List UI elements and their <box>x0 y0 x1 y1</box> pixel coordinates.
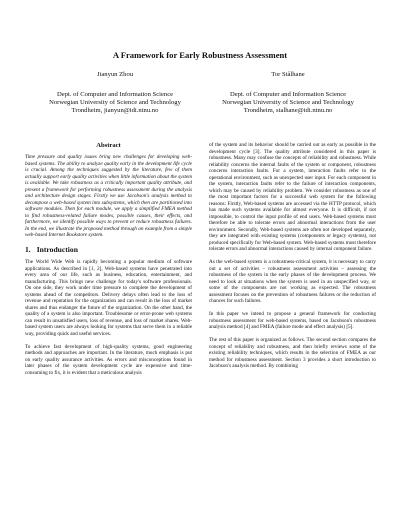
section-title: Introduction <box>36 245 78 254</box>
paper-title: A Framework for Early Robustness Assessment <box>112 50 288 60</box>
section-number: 1. <box>25 245 31 254</box>
body-paragraph: As the web-based system is a robustness-critical system, it is necessary to carry out a set of activities – robustness assessment activities – assessing the robustness of the system in the early phases of the development process. We need to look at situations when the system is used in an unspecified way, or some of the components are not working as expected. The robustness assessment focuses on the prevention of robustness failures or the reduction of chances for such failures. <box>209 259 376 304</box>
body-paragraph: To achieve fast development of high-quality systems, good engineering methods and approaches are important. In the literature, much emphasis is put on early quality assurance activities. As errors and misconceptions found in later phases of the system development cycle are expensive and time-consuming to fix, it is evident that a meticulous analysis <box>25 343 192 376</box>
body-paragraph: The rest of this paper is organized as follows. The second section compares the concept of reliability and robustness, and then briefly reviews some of the existing reliability techniques, which results in the selection of FMEA as our method for robustness assessment. Section 3 provides a short introduction to Jacobson's analysis method. By combining <box>209 337 376 369</box>
body-paragraph: In this paper we intend to propose a general framework for conducting robustness assessment for web-based systems, based on Jacobson's robustness analysis method [4] and FMEA (failure mode and effect analysis) [5]. <box>209 311 376 330</box>
author-name-2: Tor Stålhane <box>271 71 305 78</box>
body-paragraph: The World Wide Web is rapidly becoming a popular medium of software applications. As described in [1, 2], Web-based systems have penetrated into every area of our life, such as business, education, entertainment, and manufacturing. This brings new challenge for today's software professionals. On one side, they work under time pressure to complete the development of systems ahead of the competitors. Delivery delays often lead to the loss of revenue and reputation for the organization and can result in the loss of market shares and thus endanger the future of the organization. On the other hand, the quality of a system is also important. Troublesome or error-prone web systems can result in unsatisfied users, loss of revenue, and loss of market shares. Web-based system users are always looking for systems that serve them in a reliable way, providing quick and useful services. <box>25 259 192 337</box>
author-affiliation-1: Dept. of Computer and Information Science Norwegian University of Science and Technology Trondheim, jianyun@idi.ntnu.no <box>49 91 181 114</box>
section-heading <box>25 245 192 254</box>
left-column <box>25 142 192 383</box>
author-affiliation-2: Dept. of Computer and Information Science Norwegian University of Science and Technology Trondheim, stalhane@idi.ntnu.no <box>222 91 354 114</box>
body-paragraph: of the system and its behavior should be carried out as early as possible in the development cycle [3]. The quality attribute considered in this paper is robustness. Many may confuse the concepts of reliability and robustness. While reliability concerns the internal faults of the system or component, robustness concerns interaction faults. For a system, interaction faults refer to the operational environment, such as unexpected user input. For each component in the system, interaction faults refer to the failure of interaction components, which may be caused by reliability problem. We consider robustness as one of the most important factors for a successful web system for the following reasons: Firstly, Web-based systems are accessed via the HTTP protocol, which has made such systems available for almost everyone. It is difficult, if not impossible, to control the input profile of end users. Web-based systems must therefore be able to tolerate errors and abnormal interactions from the user environment. Secondly, Web-based systems are often not developed separately, they are integrated with existing systems (components or legacy systems), not produced specifically for Web-based system. Web-based systems must therefore tolerate errors and abnormal interactions caused by internal component failure. <box>209 142 376 252</box>
author-block-2 <box>203 71 373 115</box>
right-column <box>209 142 376 376</box>
abstract-heading: Abstract <box>96 142 121 149</box>
author-name-1: Jianyun Zhou <box>96 71 134 78</box>
abstract-text: Time pressure and quality issues bring new challenges for developing web-based systems. The ability to analyze quality early in the development life cycle is crucial. Among the techniques suggested by the literature, few of them actually support early quality activities when little information about the system is available. We take robustness as a critically important quality attribute, and present a framework for performing robustness assessment during the analysis and architecture design stages. Firstly we use Jacobson's analysis method to decompose a web-based system into subsystems, which then are partitioned into software modules. Then for each module, we apply a simplified FMEA method to find robustness-related failure modes, possible causes, their effects, and furthermore, we identify possible ways to prevent or reduce robustness failures. In the end, we illustrate the proposed method through an example from a simple web-based Internet Bookstore system. <box>25 154 192 238</box>
author-block-1 <box>30 71 200 115</box>
